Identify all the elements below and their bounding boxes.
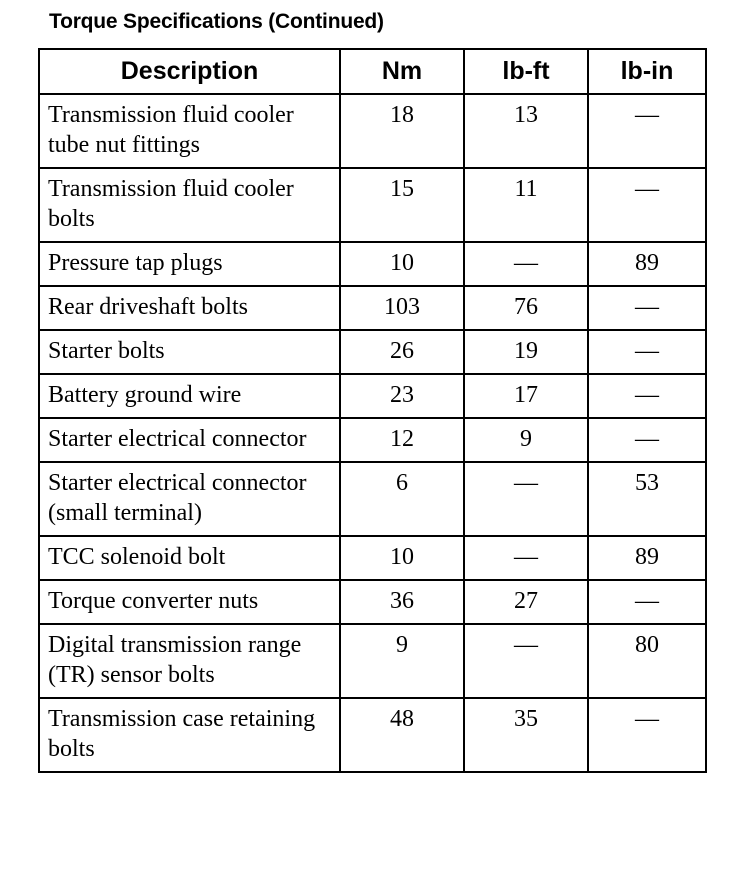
table-row bbox=[39, 94, 706, 168]
nm-cell: 103 bbox=[340, 286, 464, 330]
lbin-cell: — bbox=[588, 330, 706, 374]
table-row bbox=[39, 286, 706, 330]
lbft-cell: — bbox=[464, 624, 588, 698]
lbft-cell: 9 bbox=[464, 418, 588, 462]
description-cell: Starter electrical connector bbox=[39, 418, 340, 462]
lbft-cell: 11 bbox=[464, 168, 588, 242]
nm-cell: 9 bbox=[340, 624, 464, 698]
nm-cell: 12 bbox=[340, 418, 464, 462]
lbin-cell: — bbox=[588, 698, 706, 772]
description-cell: Transmission case retaining bolts bbox=[39, 698, 340, 772]
lbin-cell: — bbox=[588, 168, 706, 242]
column-header-lbin: lb-in bbox=[588, 49, 706, 94]
description-cell: Starter electrical connector (small terminal) bbox=[39, 462, 340, 536]
description-cell: Transmission fluid cooler bolts bbox=[39, 168, 340, 242]
nm-cell: 36 bbox=[340, 580, 464, 624]
table-row bbox=[39, 330, 706, 374]
lbin-cell: — bbox=[588, 580, 706, 624]
nm-cell: 23 bbox=[340, 374, 464, 418]
nm-cell: 48 bbox=[340, 698, 464, 772]
lbin-cell: — bbox=[588, 374, 706, 418]
lbft-cell: 13 bbox=[464, 94, 588, 168]
lbft-cell: 76 bbox=[464, 286, 588, 330]
lbft-cell: 17 bbox=[464, 374, 588, 418]
description-cell: Pressure tap plugs bbox=[39, 242, 340, 286]
description-cell: Rear driveshaft bolts bbox=[39, 286, 340, 330]
table-row bbox=[39, 242, 706, 286]
description-cell: Torque converter nuts bbox=[39, 580, 340, 624]
torque-spec-table bbox=[38, 48, 707, 773]
description-cell: Starter bolts bbox=[39, 330, 340, 374]
column-header-nm: Nm bbox=[340, 49, 464, 94]
nm-cell: 6 bbox=[340, 462, 464, 536]
description-cell: TCC solenoid bolt bbox=[39, 536, 340, 580]
lbin-cell: 80 bbox=[588, 624, 706, 698]
description-cell: Battery ground wire bbox=[39, 374, 340, 418]
lbin-cell: — bbox=[588, 286, 706, 330]
table-row bbox=[39, 536, 706, 580]
column-header-description: Description bbox=[39, 49, 340, 94]
lbin-cell: — bbox=[588, 418, 706, 462]
page-title: Torque Specifications (Continued) bbox=[49, 10, 384, 33]
nm-cell: 18 bbox=[340, 94, 464, 168]
lbft-cell: — bbox=[464, 462, 588, 536]
nm-cell: 10 bbox=[340, 242, 464, 286]
lbin-cell: 89 bbox=[588, 242, 706, 286]
table-header-row bbox=[39, 49, 706, 94]
lbft-cell: 27 bbox=[464, 580, 588, 624]
nm-cell: 15 bbox=[340, 168, 464, 242]
table-row bbox=[39, 580, 706, 624]
lbft-cell: 19 bbox=[464, 330, 588, 374]
lbft-cell: 35 bbox=[464, 698, 588, 772]
table-row bbox=[39, 624, 706, 698]
lbin-cell: 53 bbox=[588, 462, 706, 536]
table-row bbox=[39, 462, 706, 536]
table-row bbox=[39, 698, 706, 772]
nm-cell: 10 bbox=[340, 536, 464, 580]
lbft-cell: — bbox=[464, 242, 588, 286]
table-row bbox=[39, 374, 706, 418]
lbin-cell: 89 bbox=[588, 536, 706, 580]
lbin-cell: — bbox=[588, 94, 706, 168]
description-cell: Digital transmission range (TR) sensor bolts bbox=[39, 624, 340, 698]
table-row bbox=[39, 418, 706, 462]
lbft-cell: — bbox=[464, 536, 588, 580]
description-cell: Transmission fluid cooler tube nut fittings bbox=[39, 94, 340, 168]
table-row bbox=[39, 168, 706, 242]
column-header-lbft: lb-ft bbox=[464, 49, 588, 94]
nm-cell: 26 bbox=[340, 330, 464, 374]
